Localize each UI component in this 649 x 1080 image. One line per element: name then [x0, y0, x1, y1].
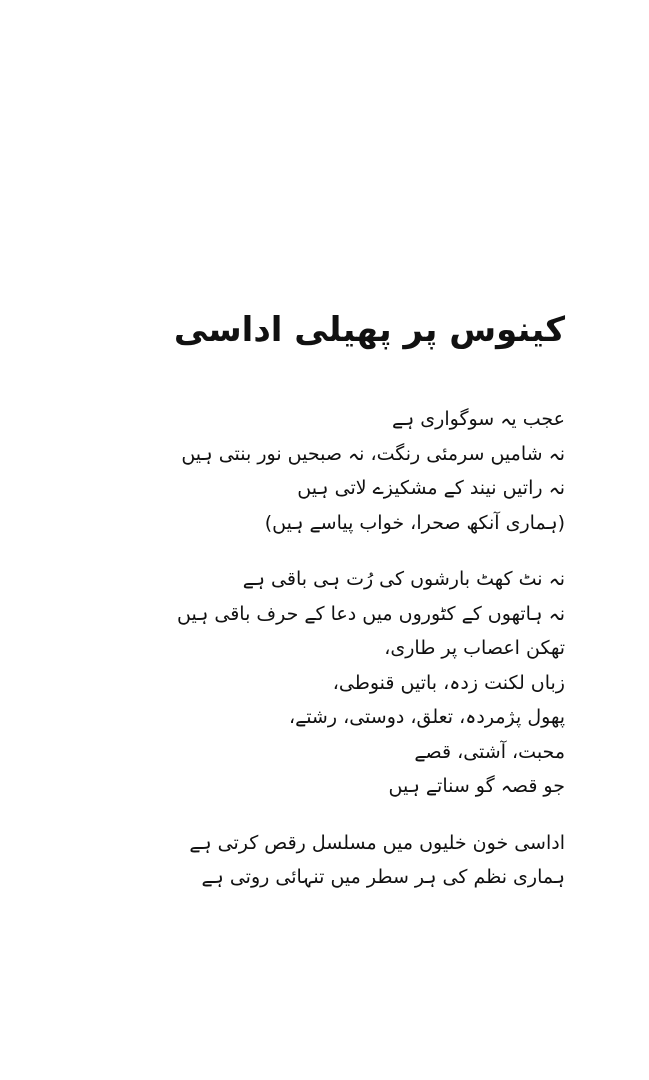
poem-line: اداسی خون خلیوں میں مسلسل رقص کرتی ہے: [189, 831, 565, 854]
poem-line: نہ شامیں سرمئی رنگت، نہ صبحیں نور بنتی ہیں: [181, 442, 565, 465]
poem-line: پھول پژمردہ، تعلق، دوستی، رشتے،: [288, 706, 565, 728]
poem-title: کینوس پر پھیلی اداسی: [173, 310, 565, 350]
poem-line: ہماری نظم کی ہر سطر میں تنہائی روتی ہے: [201, 866, 565, 888]
stanza: [105, 826, 565, 895]
poem-line: عجب یہ سوگواری ہے: [392, 408, 565, 430]
poem-line: نہ راتیں نیند کے مشکیزے لاتی ہیں: [297, 477, 565, 499]
poem-line: زباں لکنت زدہ، باتیں قنوطی،: [332, 671, 565, 694]
poem-line: نہ نٹ کھٹ بارشوں کی رُت ہی باقی ہے: [242, 568, 565, 590]
stanza: [105, 562, 565, 804]
poem-line: تھکن اعصاب پر طاری،: [384, 637, 565, 659]
poem-line: نہ ہاتھوں کے کٹوروں میں دعا کے حرف باقی ہیں: [177, 602, 565, 625]
stanza: [105, 402, 565, 540]
poem-body: [105, 402, 565, 895]
poem-line: محبت، آشتی، قصے: [414, 740, 565, 763]
poem-line: جو قصہ گو سناتے ہیں: [388, 775, 565, 797]
poem-line: (ہماری آنکھ صحرا، خواب پیاسے ہیں): [264, 511, 565, 534]
